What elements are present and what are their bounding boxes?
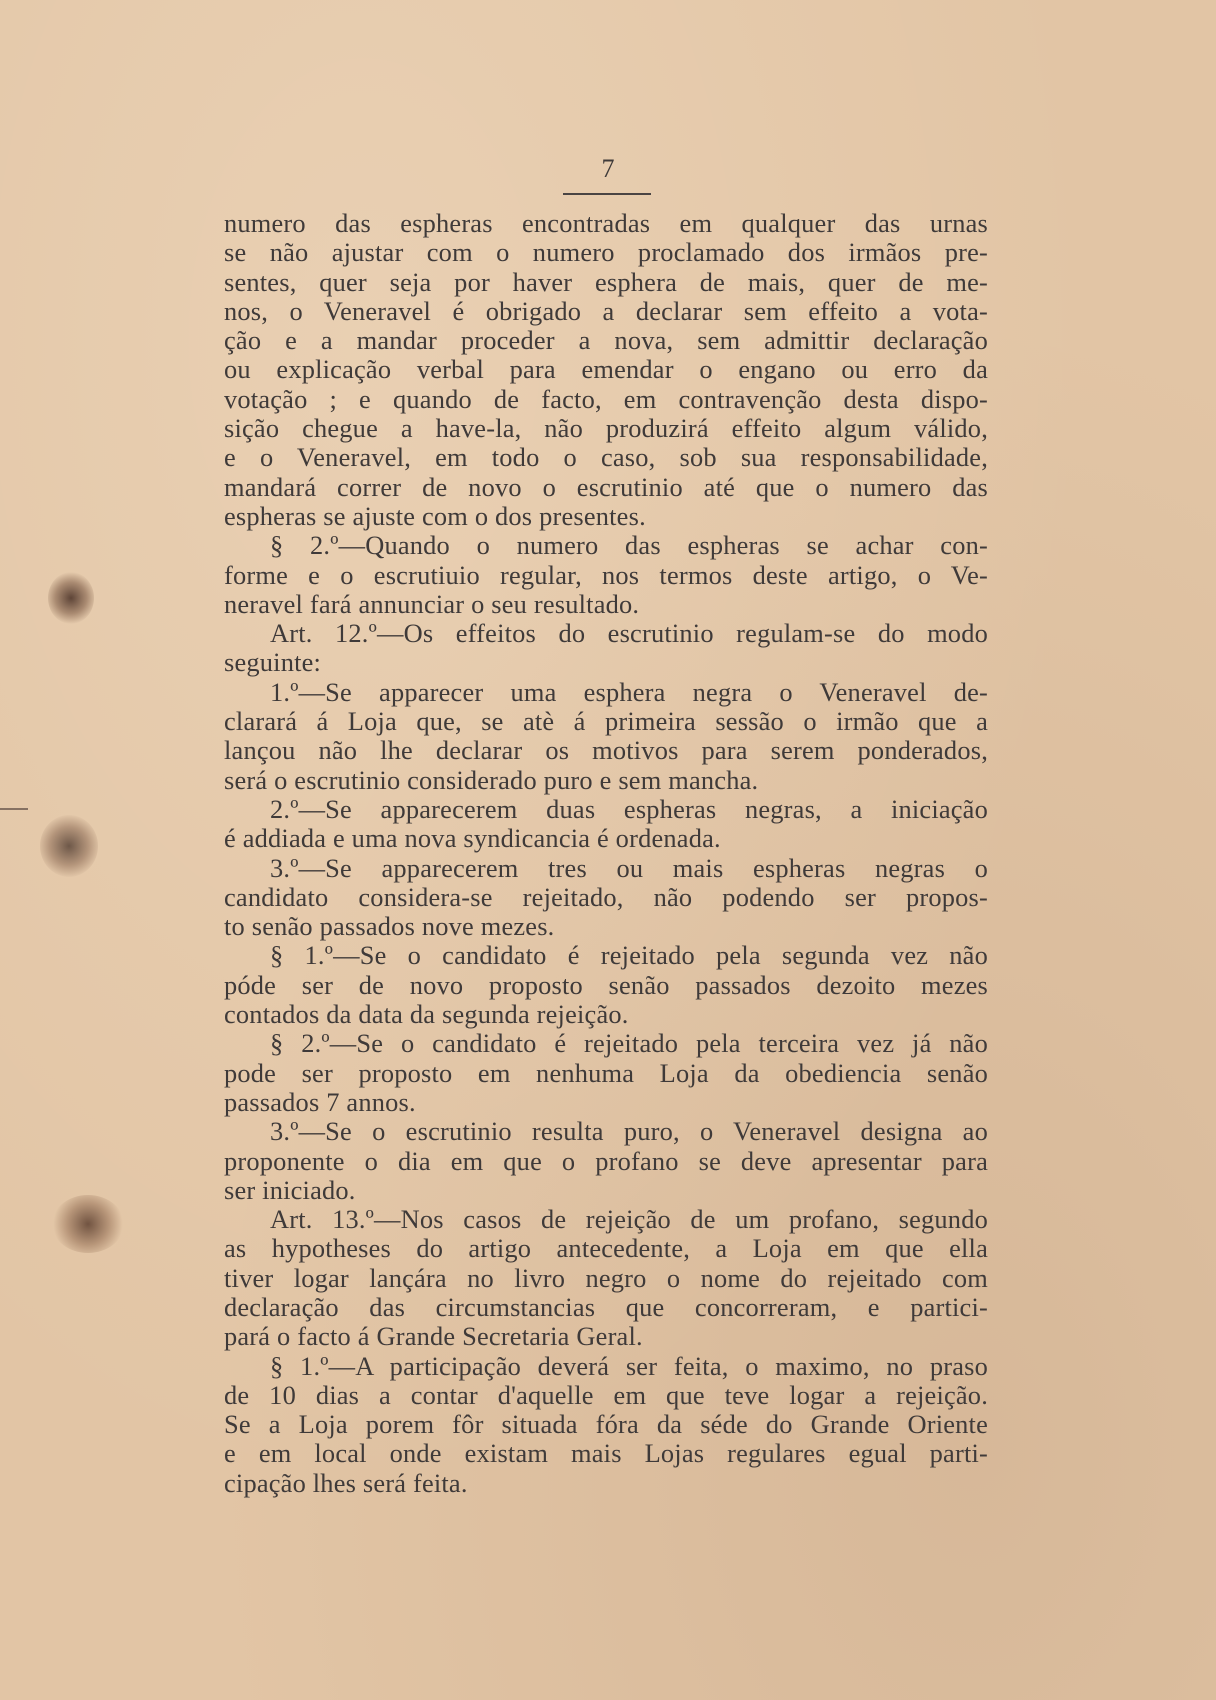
text-line: Se a Loja porem fôr situada fóra da séde do Grande Oriente bbox=[224, 1409, 988, 1440]
text-line: lançou não lhe declarar os motivos para serem ponderados, bbox=[224, 735, 988, 766]
text-line: pará o facto á Grande Secretaria Geral. bbox=[224, 1321, 643, 1352]
text-line: cipação lhes será feita. bbox=[224, 1467, 468, 1498]
text-line: forme e o escrutiuio regular, nos termos deste artigo, o Ve- bbox=[224, 559, 988, 590]
text-line: votação ; e quando de facto, em contravenção desta dispo- bbox=[224, 383, 988, 414]
text-line: to senão passados nove mezes. bbox=[224, 911, 555, 942]
text-line: § 1.º—Se o candidato é rejeitado pela segunda vez não bbox=[270, 940, 988, 971]
text-line: numero das espheras encontradas em qualquer das urnas bbox=[224, 208, 988, 238]
page-number-rule bbox=[563, 193, 651, 195]
text-line: 2.º—Se apparecerem duas espheras negras, a iniciação bbox=[270, 793, 988, 824]
text-line: ser iniciado. bbox=[224, 1174, 356, 1205]
text-line: clarará á Loja que, se atè á primeira sessão o irmão que a bbox=[224, 706, 988, 737]
text-line: neravel fará annunciar o seu resultado. bbox=[224, 588, 640, 619]
text-line: candidato considera-se rejeitado, não podendo ser propos- bbox=[224, 881, 988, 912]
text-line: será o escrutinio considerado puro e sem mancha. bbox=[224, 764, 759, 795]
text-line: 3.º—Se apparecerem tres ou mais espheras negras o bbox=[270, 852, 988, 883]
text-line: Art. 13.º—Nos casos de rejeição de um profano, segundo bbox=[270, 1204, 988, 1235]
text-line: pode ser proposto em nenhuma Loja da obediencia senão bbox=[224, 1057, 988, 1088]
text-line: § 1.º—A participação deverá ser feita, o maximo, no praso bbox=[270, 1350, 988, 1381]
text-line: ou explicação verbal para emendar o engano ou erro da bbox=[224, 354, 988, 385]
paper-stain bbox=[52, 1195, 124, 1253]
text-line: 3.º—Se o escrutinio resulta puro, o Veneravel designa ao bbox=[270, 1116, 988, 1147]
text-line: seguinte: bbox=[224, 647, 322, 678]
text-line: espheras se ajuste com o dos presentes. bbox=[224, 500, 646, 531]
text-line: sição chegue a have-la, não produzirá effeito algum válido, bbox=[224, 413, 988, 444]
text-line: mandará correr de novo o escrutinio até que o numero das bbox=[224, 471, 988, 502]
margin-mark bbox=[0, 808, 28, 810]
paper-stain bbox=[40, 815, 98, 877]
text-line: Art. 12.º—Os effeitos do escrutinio regulam-se do modo bbox=[270, 618, 988, 649]
text-line: se não ajustar com o numero proclamado dos irmãos pre- bbox=[224, 237, 988, 268]
text-line: 1.º—Se apparecer uma esphera negra o Veneravel de- bbox=[270, 676, 988, 707]
text-line: é addiada e uma nova syndicancia é ordenada. bbox=[224, 823, 721, 854]
text-line: tiver logar lançára no livro negro o nome do rejeitado com bbox=[224, 1262, 988, 1293]
text-line: passados 7 annos. bbox=[224, 1086, 416, 1117]
body-text bbox=[224, 209, 988, 1498]
text-line: de 10 dias a contar d'aquelle em que teve logar a rejeição. bbox=[224, 1379, 988, 1410]
page-number: 7 bbox=[601, 154, 615, 183]
text-line: proponente o dia em que o profano se deve apresentar para bbox=[224, 1145, 988, 1176]
text-line: ção e a mandar proceder a nova, sem admittir declaração bbox=[224, 325, 988, 356]
text-line: e em local onde existam mais Lojas regulares egual parti- bbox=[224, 1438, 988, 1469]
text-line: as hypotheses do artigo antecedente, a Loja em que ella bbox=[224, 1233, 988, 1264]
text-line: sentes, quer seja por haver esphera de mais, quer de me- bbox=[224, 266, 988, 297]
text-line: § 2.º—Quando o numero das espheras se achar con- bbox=[270, 530, 988, 561]
text-line: contados da data da segunda rejeição. bbox=[224, 999, 629, 1030]
text-line: póde ser de novo proposto senão passados dezoito mezes bbox=[224, 969, 988, 1000]
text-line: § 2.º—Se o candidato é rejeitado pela terceira vez já não bbox=[270, 1028, 988, 1059]
text-line: declaração das circumstancias que concorreram, e partici- bbox=[224, 1291, 988, 1322]
text-line: nos, o Veneravel é obrigado a declarar sem effeito a vota- bbox=[224, 295, 988, 326]
text-line: e o Veneravel, em todo o caso, sob sua responsabilidade, bbox=[224, 442, 988, 473]
paper-stain bbox=[48, 572, 94, 624]
